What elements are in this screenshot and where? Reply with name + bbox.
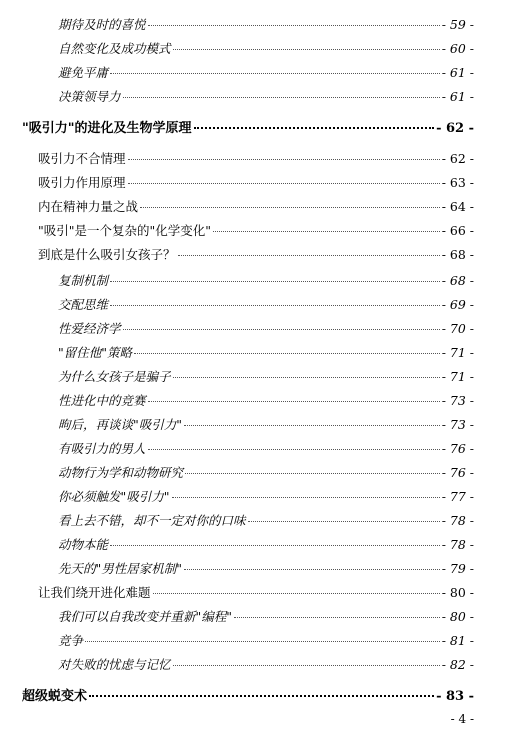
toc-entry-page: - 81 -	[441, 633, 474, 648]
toc-entry[interactable]	[58, 14, 474, 36]
toc-entry-page: - 73 -	[441, 417, 474, 432]
toc-entry-page: - 80 -	[441, 585, 474, 600]
toc-entry-page: - 68 -	[441, 273, 474, 288]
toc-entry-title: 性爱经济学	[58, 321, 121, 336]
toc-entry-page: - 70 -	[441, 321, 474, 336]
dot-leader	[173, 377, 440, 378]
toc-entry-title: 先天的"男性居家机制"	[58, 561, 182, 576]
toc-entry-page: - 60 -	[441, 41, 474, 56]
toc-entry[interactable]	[58, 270, 474, 292]
toc-entry[interactable]	[58, 438, 474, 460]
toc-entry-page: - 59 -	[441, 17, 474, 32]
toc-entry-page: - 78 -	[441, 513, 474, 528]
dot-leader	[173, 665, 440, 666]
toc-entry[interactable]	[58, 38, 474, 60]
toc-entry[interactable]	[58, 630, 474, 652]
dot-leader	[184, 569, 440, 570]
toc-entry[interactable]	[58, 294, 474, 316]
toc-entry[interactable]	[58, 534, 474, 556]
toc-entry-title: 动物本能	[58, 537, 109, 552]
toc-entry[interactable]	[58, 62, 474, 84]
dot-leader	[185, 473, 440, 474]
toc-entry[interactable]	[58, 558, 474, 580]
toc-entry-title: 期待及时的喜悦	[58, 17, 146, 32]
toc-entry-page: - 79 -	[441, 561, 474, 576]
toc-entry[interactable]	[58, 462, 474, 484]
toc-entry-title: 性进化中的竞赛	[58, 393, 146, 408]
toc-entry-page: - 69 -	[441, 297, 474, 312]
dot-leader	[173, 49, 440, 50]
toc-entry[interactable]	[22, 118, 474, 140]
toc-entry[interactable]	[58, 510, 474, 532]
toc-entry-title: 你必须触发"吸引力"	[58, 489, 170, 504]
dot-leader	[148, 25, 440, 26]
toc-entry-page: - 61 -	[441, 65, 474, 80]
dot-leader	[194, 127, 435, 129]
toc-entry-page: - 82 -	[441, 657, 474, 672]
toc-entry[interactable]	[38, 220, 474, 242]
dot-leader	[110, 545, 440, 546]
toc-entry[interactable]	[58, 318, 474, 340]
dot-leader	[148, 401, 440, 402]
toc-entry[interactable]	[38, 172, 474, 194]
toc-entry-title: 对失败的忧虑与记忆	[58, 657, 171, 672]
toc-entry-page: - 62 -	[441, 151, 474, 166]
toc-entry-page: - 62 -	[436, 121, 474, 136]
dot-leader	[110, 73, 440, 74]
toc-entry-title: 决策领导力	[58, 89, 121, 104]
toc-entry[interactable]	[58, 414, 474, 436]
toc-entry-title: 到底是什么吸引女孩子？	[38, 247, 176, 262]
dot-leader	[248, 521, 440, 522]
toc-entry-page: - 71 -	[441, 345, 474, 360]
dot-leader	[134, 353, 440, 354]
dot-leader	[234, 617, 440, 618]
toc-entry-page: - 73 -	[441, 393, 474, 408]
page-number: - 4 -	[450, 712, 474, 726]
toc-entry[interactable]	[58, 654, 474, 676]
dot-leader	[140, 207, 440, 208]
toc-entry-title: 看上去不错，却不一定对你的口味	[58, 513, 246, 528]
toc-entry-title: 内在精神力量之战	[38, 199, 139, 214]
toc-entry[interactable]	[38, 148, 474, 170]
toc-entry-title: "留住他"策略	[58, 345, 132, 360]
dot-leader	[110, 281, 440, 282]
toc-entry-page: - 61 -	[441, 89, 474, 104]
toc-entry-title: "吸引"是一个复杂的"化学变化"	[38, 223, 211, 238]
dot-leader	[172, 497, 440, 498]
dot-leader	[123, 329, 440, 330]
toc-entry-title: 复制机制	[58, 273, 109, 288]
dot-leader	[148, 449, 440, 450]
dot-leader	[123, 97, 440, 98]
toc-entry-title: 昫后，再谈谈"吸引力"	[58, 417, 182, 432]
dot-leader	[89, 695, 434, 697]
dot-leader	[128, 159, 440, 160]
toc-entry-title: 吸引力作用原理	[38, 175, 126, 190]
toc-entry-page: - 76 -	[441, 441, 474, 456]
dot-leader	[213, 231, 440, 232]
dot-leader	[178, 255, 440, 256]
toc-entry-page: - 71 -	[441, 369, 474, 384]
toc-entry-title: 让我们绕开进化难题	[38, 585, 151, 600]
toc-entry-title: 交配思维	[58, 297, 109, 312]
toc-entry[interactable]	[58, 366, 474, 388]
dot-leader	[128, 183, 440, 184]
toc-entry-page: - 68 -	[441, 247, 474, 262]
toc-entry[interactable]	[58, 86, 474, 108]
toc-entry-page: - 76 -	[441, 465, 474, 480]
dot-leader	[85, 641, 440, 642]
toc-entry-page: - 77 -	[441, 489, 474, 504]
toc-entry-title: "吸引力"的进化及生物学原理	[22, 121, 192, 136]
dot-leader	[184, 425, 440, 426]
toc-entry-page: - 83 -	[436, 689, 474, 704]
dot-leader	[153, 593, 440, 594]
toc-entry-title: 有吸引力的男人	[58, 441, 146, 456]
toc-entry[interactable]	[38, 196, 474, 218]
toc-entry-title: 超级蜕变术	[22, 689, 88, 704]
dot-leader	[110, 305, 440, 306]
toc-entry-page: - 80 -	[441, 609, 474, 624]
toc-entry[interactable]	[58, 486, 474, 508]
toc-entry-title: 动物行为学和动物研究	[58, 465, 184, 480]
toc-entry[interactable]	[22, 686, 474, 708]
toc-entry[interactable]	[38, 582, 474, 604]
toc-entry[interactable]	[38, 244, 474, 266]
toc-entry-title: 竞争	[58, 633, 84, 648]
toc-entry-title: 我们可以自我改变并重新"编程"	[58, 609, 232, 624]
toc-entry-page: - 66 -	[441, 223, 474, 238]
toc-entry-title: 避免平庸	[58, 65, 109, 80]
toc-entry-page: - 63 -	[441, 175, 474, 190]
toc-entry[interactable]	[58, 606, 474, 628]
toc-entry-page: - 78 -	[441, 537, 474, 552]
toc-entry[interactable]	[58, 342, 474, 364]
toc-entry-title: 吸引力不合情理	[38, 151, 126, 166]
toc-entry-title: 自然变化及成功模式	[58, 41, 171, 56]
toc-entry-page: - 64 -	[441, 199, 474, 214]
toc-entry-title: 为什么女孩子是骗子	[58, 369, 171, 384]
toc-entry[interactable]	[58, 390, 474, 412]
